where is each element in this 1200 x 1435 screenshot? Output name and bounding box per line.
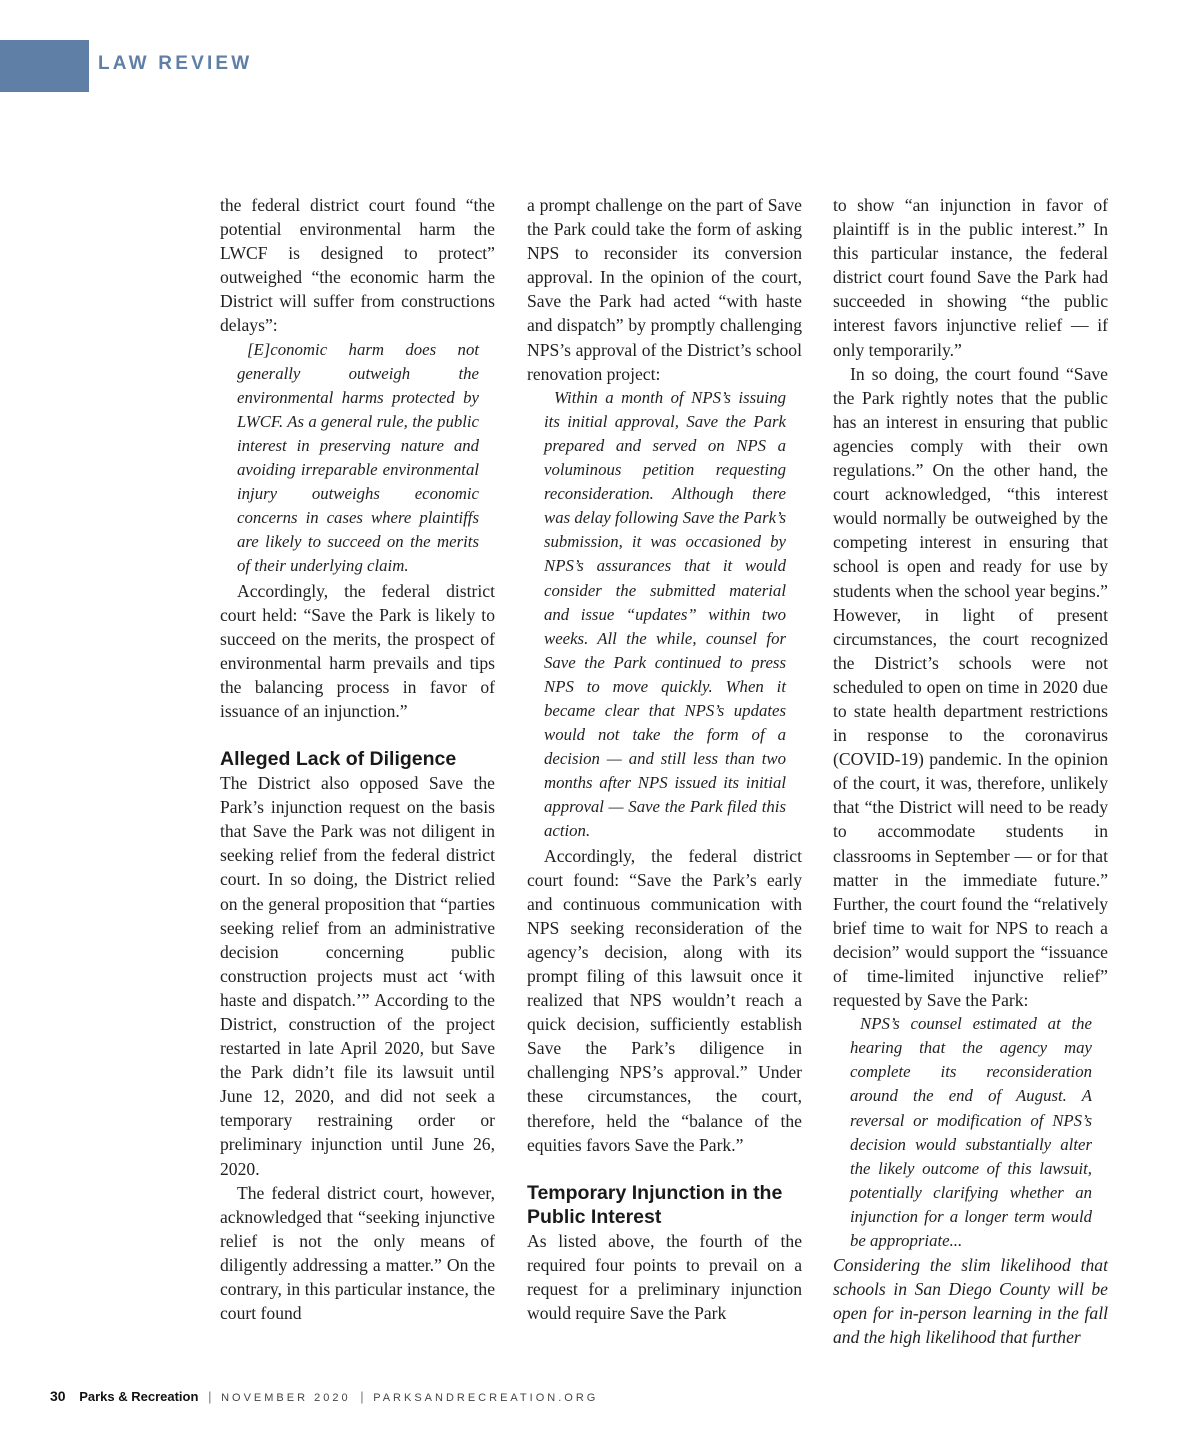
- article-column-2: [527, 193, 802, 1325]
- block-quote: [833, 1012, 1108, 1253]
- article-column-3: [833, 193, 1108, 1350]
- quote-text: [E]conomic harm does not generally outweigh the environmental harms protected by LWCF. As a general rule, the public interest in preserving nature and avoiding irreparable environmental injury outweighs economic concerns in cases where plaintiffs are likely to succeed on the merits of their underlying claim.: [237, 339, 479, 576]
- page-footer: [50, 1388, 598, 1404]
- section-heading: Temporary Injunction in the Public Interest: [527, 1181, 783, 1228]
- paragraph: to show “an injunction in favor of plaintiff is in the public interest.” In this particular instance, the federal district court found Save the Park had succeeded in showing “the public interest favors injunctive relief — if only temporarily.”: [833, 195, 1108, 360]
- block-quote: [220, 338, 495, 579]
- footer-separator: |: [360, 1389, 364, 1404]
- paragraph: a prompt challenge on the part of Save the Park could take the form of asking NPS to reconsider its conversion approval. In the opinion of the court, Save the Park had acted “with haste and dispatch” by promptly challenging NPS’s approval of the District’s school renovation project:: [527, 195, 802, 384]
- paragraph: the federal district court found “the potential environmental harm the LWCF is designed to protect” outweighed “the economic harm the District will suffer from constructions delays”:: [220, 195, 495, 336]
- header-color-bar: [0, 40, 89, 92]
- paragraph-italic: Considering the slim likelihood that schools in San Diego County will be open for in-person learning in the fall and the high likelihood that further: [833, 1255, 1108, 1348]
- paragraph: As listed above, the fourth of the required four points to prevail on a request for a preliminary injunction would require Save the Park: [527, 1230, 802, 1324]
- footer-separator: |: [208, 1389, 212, 1404]
- section-heading: Alleged Lack of Diligence: [220, 748, 457, 771]
- paragraph: Accordingly, the federal district court held: “Save the Park is likely to succeed on the merits, the prospect of environmental harm prevails and tips the balancing process in favor of issuance of an injunction.”: [220, 580, 495, 721]
- article-column-1: [220, 193, 495, 1325]
- block-quote: [527, 386, 802, 844]
- paragraph: The federal district court, however, acknowledged that “seeking injunctive relief is not the only means of diligently addressing a matter.” On the contrary, in this particular instance, the court found: [220, 1182, 495, 1324]
- paragraph: Accordingly, the federal district court found: “Save the Park’s early and continuous communication with NPS seeking reconsideration of the agency’s decision, along with its prompt filing of this lawsuit once it realized that NPS wouldn’t reach a quick decision, sufficiently establish Save the Park’s diligence in challenging NPS’s approval.” Under these circumstances, the court, therefore, held the “balance of the equities favors Save the Park.”: [527, 845, 802, 1155]
- paragraph: The District also opposed Save the Park’s injunction request on the basis that Save the Park was not diligent in seeking relief from the federal district court. In so doing, the District relied on the general proposition that “parties seeking relief from an administrative decision concerning public construction projects must act ‘with haste and dispatch.’” According to the District, construction of the project restarted in late April 2020, but Save the Park didn’t file its lawsuit until June 12, 2020, and did not seek a temporary restraining order or preliminary injunction until June 26, 2020.: [220, 773, 495, 1179]
- website-url[interactable]: PARKSANDRECREATION.ORG: [373, 1392, 599, 1404]
- magazine-name: Parks & Recreation: [79, 1389, 199, 1404]
- quote-text: NPS’s counsel estimated at the hearing that the agency may complete its reconsideration around the end of August. A reversal or modification of NPS’s decision would substantially alter the likely outcome of this lawsuit, potentially clarifying whether an injunction for a longer term would be appropriate...: [850, 1014, 1092, 1251]
- issue-date: NOVEMBER 2020: [221, 1392, 351, 1404]
- paragraph: In so doing, the court found “Save the Park rightly notes that the public has an interest in ensuring that public agencies comply with their own regulations.” On the other hand, the court acknowledged, “this interest would normally be outweighed by the competing interest in ensuring that school is open and ready for use by students when the school year begins.” However, in light of present circumstances, the court recognized the District’s schools were not scheduled to open on time in 2020 due to state health department restrictions in response to the coronavirus (COVID-19) pandemic. In the opinion of the court, it was, therefore, unlikely that “the District will need to be ready to accommodate students in classrooms in September — or for that matter in the immediate future.” Further, the court found the “relatively brief time to wait for NPS to reach a decision” would support the “issuance of time-limited injunctive relief” requested by Save the Park:: [833, 363, 1108, 1011]
- section-label: LAW REVIEW: [98, 53, 253, 74]
- quote-text: Within a month of NPS’s issuing its initial approval, Save the Park prepared and served on NPS a voluminous petition requesting reconsideration. Although there was delay following Save the Park’s submission, it was occasioned by NPS’s assurances that it would consider the submitted material and issue “updates” within two weeks. All the while, counsel for Save the Park continued to press NPS to move quickly. When it became clear that NPS’s updates would not take the form of a decision — and still less than two months after NPS issued its initial approval — Save the Park filed this action.: [544, 387, 786, 841]
- page-number: 30: [50, 1388, 66, 1404]
